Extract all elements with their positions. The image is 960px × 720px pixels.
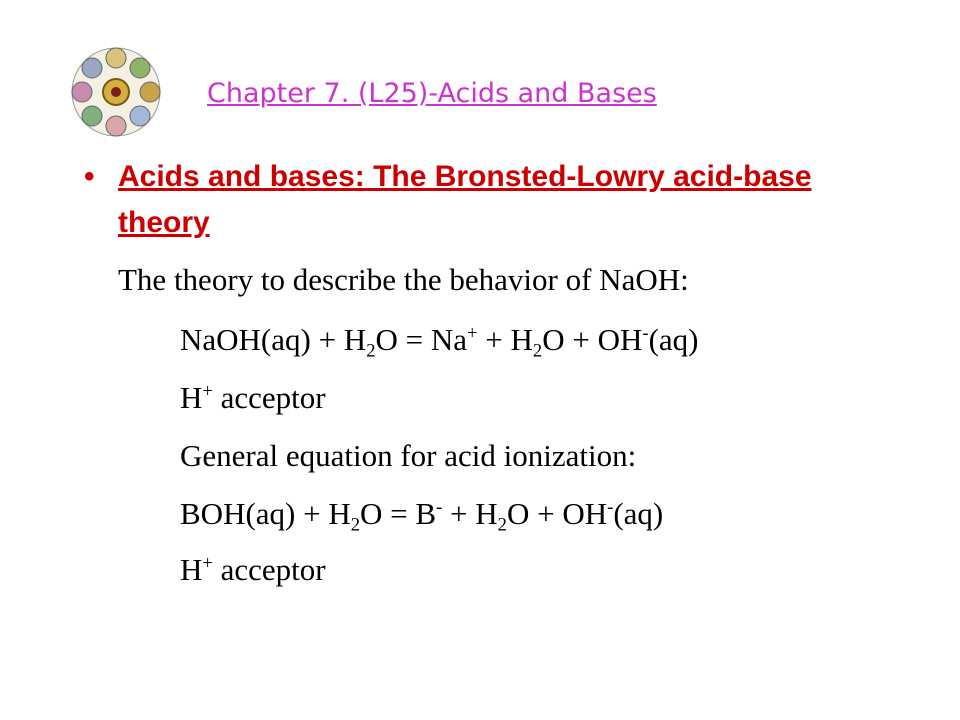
general-equation-label: General equation for acid ionization: — [180, 438, 637, 473]
bullet-dot: • — [84, 160, 95, 193]
naoh-equation: NaOH(aq) + $H_2O = Na^+ + H_2O + OH^-(aq)$ — [180, 322, 699, 362]
boh-equation: $BOH(aq) + H_2O = B^- + H_2O + OH^-(aq)$ — [180, 496, 664, 536]
chemistry-wheel-logo-icon — [70, 46, 162, 138]
acceptor-label-1: H+ acceptor — [180, 380, 326, 415]
bullet-heading[interactable]: Acids and bases: The Bronsted-Lowry acid-base theory — [118, 160, 812, 239]
slide-title[interactable]: Chapter 7. (L25)-Acids and Bases — [207, 78, 657, 109]
intro-text: The theory to describe the behavior of NaOH: — [118, 262, 689, 297]
acceptor-label-2: H+ acceptor — [180, 552, 326, 587]
